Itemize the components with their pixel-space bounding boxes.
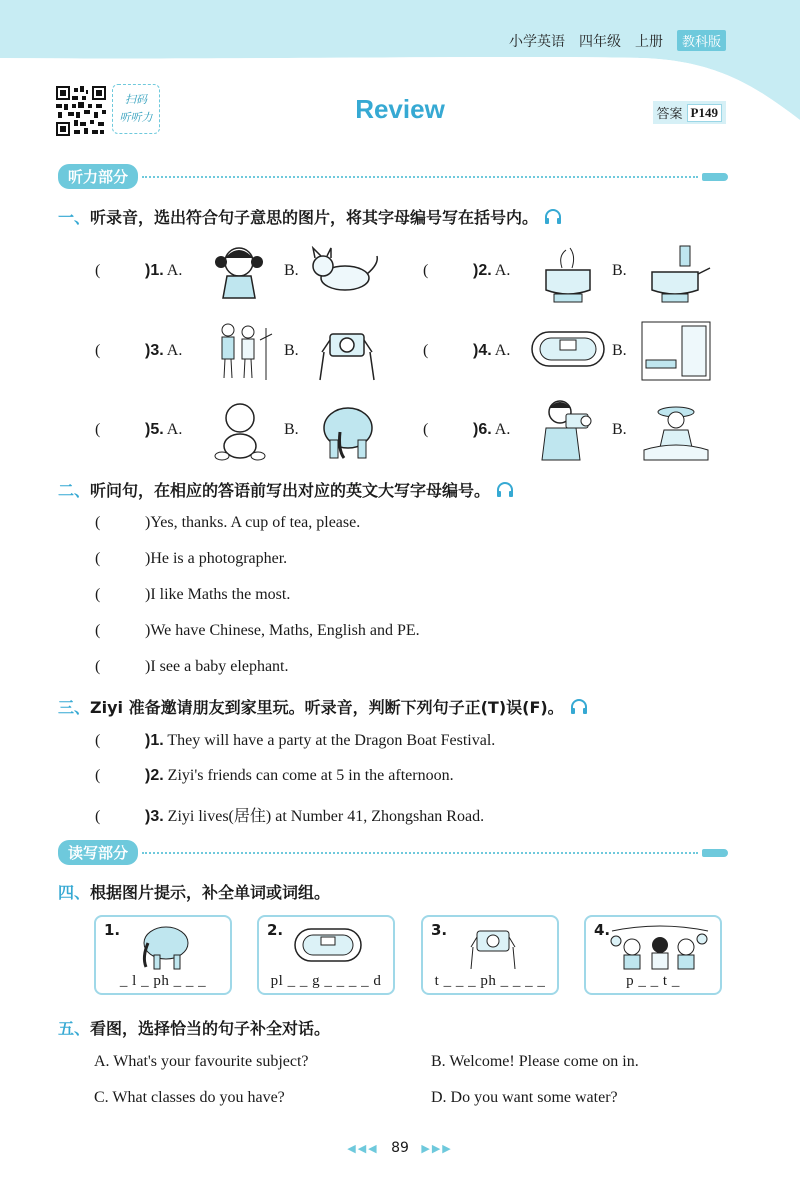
word-box-1 (94, 915, 232, 995)
word-hint: _ l _ ph _ _ _ (119, 973, 207, 989)
q1-item-1-b: B. (284, 262, 299, 279)
option-a-label: A. (494, 421, 511, 438)
right-arrows-icon: ▶▶▶ (421, 1142, 453, 1155)
page-footer (0, 1140, 800, 1156)
option-d: D. Do you want some water? (431, 1089, 618, 1106)
pencil-icon (702, 849, 728, 857)
word-box-3 (421, 915, 559, 995)
option-a-label: A. (166, 262, 183, 279)
answer-paren: ( (95, 622, 101, 639)
q1-item-6 (423, 421, 510, 439)
option-a-label: A. (494, 342, 511, 359)
option-a: A. What's your favourite subject? (94, 1053, 309, 1070)
playground-picture (293, 925, 363, 965)
word-hint: t _ _ _ ph _ _ _ _ (434, 973, 546, 989)
headphone-icon[interactable] (570, 699, 588, 715)
q1-item-5 (95, 421, 182, 439)
girl-picture (205, 240, 273, 302)
page-title: Review (355, 94, 445, 124)
q2-number: 二、 (58, 481, 91, 500)
party-picture (610, 921, 710, 971)
q1-item-3-b: B. (284, 342, 299, 359)
q1-item-1 (95, 262, 182, 280)
item-number: )1. (145, 262, 164, 279)
answer-paren: ( (95, 550, 101, 567)
item-text: )I see a baby elephant. (145, 658, 289, 675)
item-text: )We have Chinese, Maths, English and PE. (145, 622, 420, 639)
elephant-picture (134, 921, 194, 971)
dotted-divider (142, 852, 698, 854)
volume-label: 上册 (634, 33, 663, 50)
edition-badge: 教科版 (677, 30, 726, 51)
answer-page: P149 (687, 104, 722, 122)
answer-paren: ( (95, 658, 101, 675)
q1-item-2 (423, 262, 510, 280)
q1-item-6-b: B. (612, 421, 627, 438)
item-number: )3. (145, 808, 164, 825)
item-number: )5. (145, 421, 164, 438)
pencil-icon (702, 173, 728, 181)
option-b: B. Welcome! Please come on in. (431, 1053, 639, 1070)
word-hint: p _ _ t _ (626, 973, 680, 989)
scan-line-2: 听听力 (119, 111, 153, 124)
q5-heading (58, 1016, 330, 1039)
q2-item-1 (95, 514, 360, 532)
word-box-4 (584, 915, 722, 995)
room-picture (640, 320, 712, 382)
item-text: Ziyi's friends can come at 5 in the afternoon. (167, 767, 454, 784)
q1-item-4-b: B. (612, 342, 627, 359)
q4-heading (58, 880, 330, 903)
book-info (509, 30, 726, 51)
option-a-label: A. (494, 262, 511, 279)
dotted-divider (142, 176, 698, 178)
q2-item-3 (95, 586, 290, 604)
q3-item-1 (95, 732, 495, 750)
item-number: )4. (473, 342, 492, 359)
people-walking-picture (208, 320, 278, 382)
answer-label: 答案 (656, 107, 683, 122)
q2-item-2 (95, 550, 287, 568)
item-text: )He is a photographer. (145, 550, 288, 567)
option-a-label: A. (166, 421, 183, 438)
elephant-picture (316, 398, 378, 462)
q5-number: 五、 (58, 1019, 91, 1038)
q1-item-4 (423, 342, 510, 360)
box-index: 1. (104, 921, 121, 939)
answer-paren: ( (423, 421, 429, 438)
section-listening (58, 164, 728, 189)
q1-number: 一、 (58, 208, 91, 227)
section-reading (58, 840, 728, 865)
answer-paren: ( (423, 342, 429, 359)
box-index: 4. (594, 921, 611, 939)
q1-item-2-b: B. (612, 262, 627, 279)
item-number: )6. (473, 421, 492, 438)
grade-label: 四年级 (578, 33, 621, 50)
section-reading-label: 读写部分 (58, 840, 138, 865)
headphone-icon[interactable] (496, 482, 514, 498)
q4-number: 四、 (58, 883, 91, 902)
answer-paren: ( (95, 262, 101, 279)
q5-instruction: 看图，选择恰当的句子补全对话。 (90, 1019, 331, 1038)
answer-paren: ( (95, 767, 101, 784)
answer-paren: ( (95, 421, 101, 438)
q3-item-2 (95, 767, 454, 785)
q3-heading (58, 695, 588, 718)
q2-item-5 (95, 658, 288, 676)
answer-paren: ( (423, 262, 429, 279)
scan-line-1: 扫码 (125, 93, 147, 106)
q1-item-5-b: B. (284, 421, 299, 438)
q2-instruction: 听问句，在相应的答语前写出对应的英文大写字母编号。 (90, 481, 491, 500)
answer-reference (653, 101, 726, 124)
farmer-picture (640, 400, 712, 462)
answer-paren: ( (95, 342, 101, 359)
playground-picture (530, 326, 606, 372)
q3-item-3 (95, 803, 484, 826)
word-hint: pl _ _ g _ _ _ _ d (270, 973, 382, 989)
baby-picture (210, 400, 270, 462)
item-text: )Yes, thanks. A cup of tea, please. (145, 514, 361, 531)
q1-item-3 (95, 342, 182, 360)
cooking-pot-picture (640, 244, 712, 304)
headphone-icon[interactable] (544, 209, 562, 225)
box-index: 3. (431, 921, 448, 939)
section-listening-label: 听力部分 (58, 164, 138, 189)
item-text: Ziyi lives(居住) at Number 41, Zhongshan Road. (167, 808, 485, 825)
left-arrows-icon: ◀◀◀ (347, 1142, 379, 1155)
q1-heading (58, 205, 562, 228)
answer-paren: ( (95, 808, 101, 825)
answer-paren: ( (95, 514, 101, 531)
photographer-picture (536, 398, 598, 462)
answer-paren: ( (95, 586, 101, 603)
q3-number: 三、 (58, 698, 91, 717)
item-number: )2. (473, 262, 492, 279)
box-index: 2. (267, 921, 284, 939)
pot-picture (536, 244, 600, 304)
item-number: )3. (145, 342, 164, 359)
item-number: )1. (145, 732, 164, 749)
camera-hands-picture (467, 921, 519, 971)
q2-item-4 (95, 622, 420, 640)
option-c: C. What classes do you have? (94, 1089, 285, 1106)
dog-picture (305, 246, 385, 302)
q1-instruction: 听录音，选出符合句子意思的图片，将其字母编号写在括号内。 (90, 208, 539, 227)
q4-instruction: 根据图片提示，补全单词或词组。 (90, 883, 331, 902)
q3-instruction: Ziyi 准备邀请朋友到家里玩。听录音，判断下列句子正(T)误(F)。 (90, 698, 564, 717)
option-a-label: A. (166, 342, 183, 359)
page-number: 89 (391, 1140, 409, 1156)
item-number: )2. (145, 767, 164, 784)
word-box-2 (257, 915, 395, 995)
item-text: )I like Maths the most. (145, 586, 291, 603)
item-text: They will have a party at the Dragon Boat Festival. (167, 732, 496, 749)
q2-heading (58, 478, 514, 501)
answer-paren: ( (95, 732, 101, 749)
camera-hands-picture (318, 322, 376, 382)
subject-label: 小学英语 (508, 33, 565, 50)
